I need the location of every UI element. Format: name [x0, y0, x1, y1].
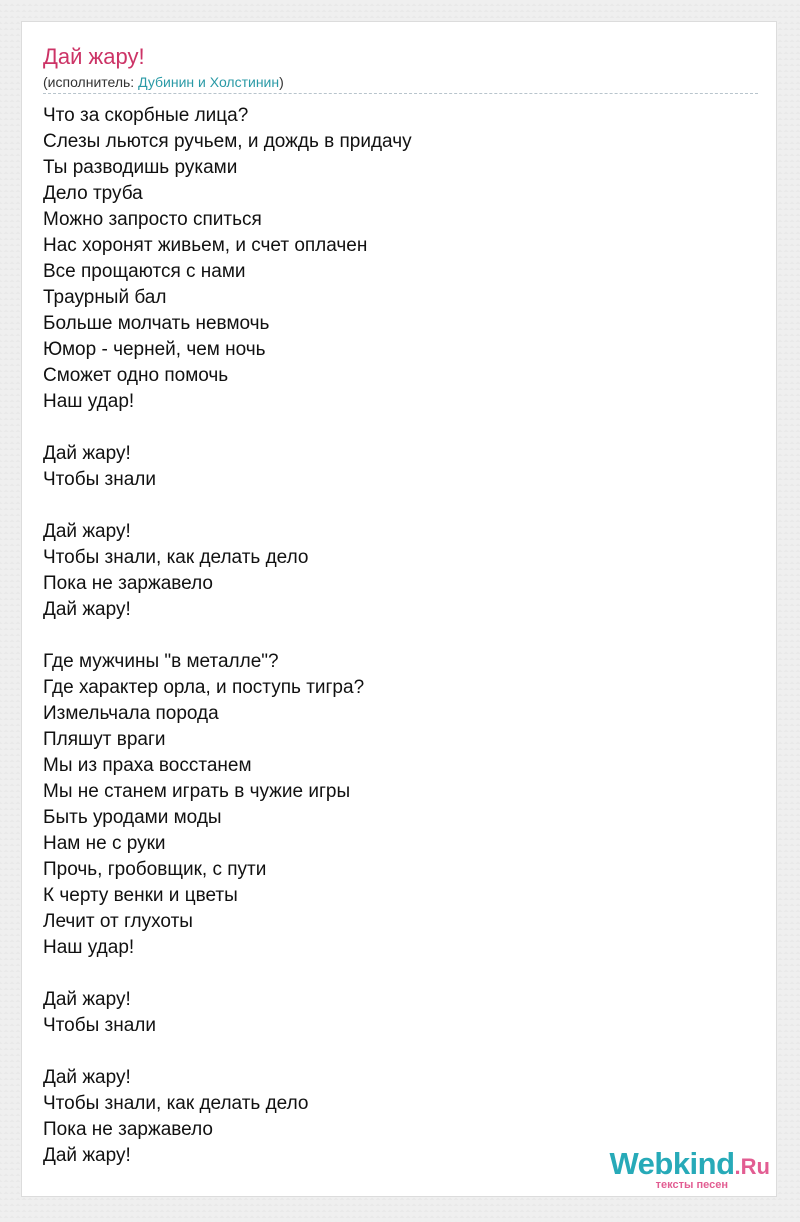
lyric-line: Где характер орла, и поступь тигра? [43, 677, 365, 698]
site-logo[interactable] [570, 1147, 770, 1193]
lyrics-text [43, 103, 743, 1169]
stanza-gap [43, 961, 743, 987]
lyric-line: Дай жару! [43, 599, 131, 620]
lyric-line: Дай жару! [43, 443, 131, 464]
lyric-line: Где мужчины "в металле"? [43, 651, 279, 672]
lyric-line: Прочь, гробовщик, с пути [43, 859, 267, 880]
lyric-line: Можно запросто спиться [43, 209, 262, 230]
lyric-line: Наш удар! [43, 937, 135, 958]
title-divider [43, 93, 758, 94]
song-title: Дай жару! [43, 44, 145, 69]
logo-domain: .Ru [734, 1154, 770, 1179]
lyric-line: Сможет одно помочь [43, 365, 229, 386]
stanza-gap [43, 623, 743, 649]
lyric-line: Юмор - черней, чем ночь [43, 339, 266, 360]
lyric-line: Ты разводишь руками [43, 157, 238, 178]
lyric-line: Пока не заржавело [43, 573, 213, 594]
lyric-line: Чтобы знали [43, 1015, 157, 1036]
lyric-line: Мы не станем играть в чужие игры [43, 781, 351, 802]
artist-line [43, 73, 284, 91]
lyric-line: Все прощаются с нами [43, 261, 246, 282]
stanza-gap [43, 415, 743, 441]
lyric-line: Измельчала порода [43, 703, 219, 724]
artist-link[interactable]: Дубинин и Холстинин [138, 74, 280, 90]
lyric-line: Траурный бал [43, 287, 167, 308]
lyric-line: К черту венки и цветы [43, 885, 238, 906]
logo-subtitle: тексты песен [655, 1179, 728, 1191]
lyric-line: Дай жару! [43, 521, 131, 542]
lyric-line: Нас хоронят живьем, и счет оплачен [43, 235, 368, 256]
logo-wordmark: Webkind [609, 1146, 735, 1181]
lyric-line: Дай жару! [43, 1145, 131, 1166]
lyric-line: Чтобы знали, как делать дело [43, 547, 309, 568]
lyric-line: Больше молчать невмочь [43, 313, 270, 334]
lyric-line: Дело труба [43, 183, 143, 204]
lyric-line: Пляшут враги [43, 729, 166, 750]
stanza-gap [43, 1039, 743, 1065]
lyric-line: Быть уродами моды [43, 807, 222, 828]
lyric-line: Дай жару! [43, 1067, 131, 1088]
lyric-line: Пока не заржавело [43, 1119, 213, 1140]
lyric-line: Чтобы знали [43, 469, 157, 490]
artist-prefix: (исполнитель: [43, 74, 139, 90]
lyric-line: Что за скорбные лица? [43, 105, 249, 126]
lyric-line: Наш удар! [43, 391, 135, 412]
lyric-line: Мы из праха восстанем [43, 755, 252, 776]
lyric-line: Слезы льются ручьем, и дождь в придачу [43, 131, 412, 152]
lyric-line: Дай жару! [43, 989, 131, 1010]
artist-suffix: ) [279, 74, 284, 90]
stanza-gap [43, 493, 743, 519]
lyrics-card [21, 21, 777, 1197]
lyric-line: Лечит от глухоты [43, 911, 193, 932]
lyric-line: Чтобы знали, как делать дело [43, 1093, 309, 1114]
lyric-line: Нам не с руки [43, 833, 166, 854]
